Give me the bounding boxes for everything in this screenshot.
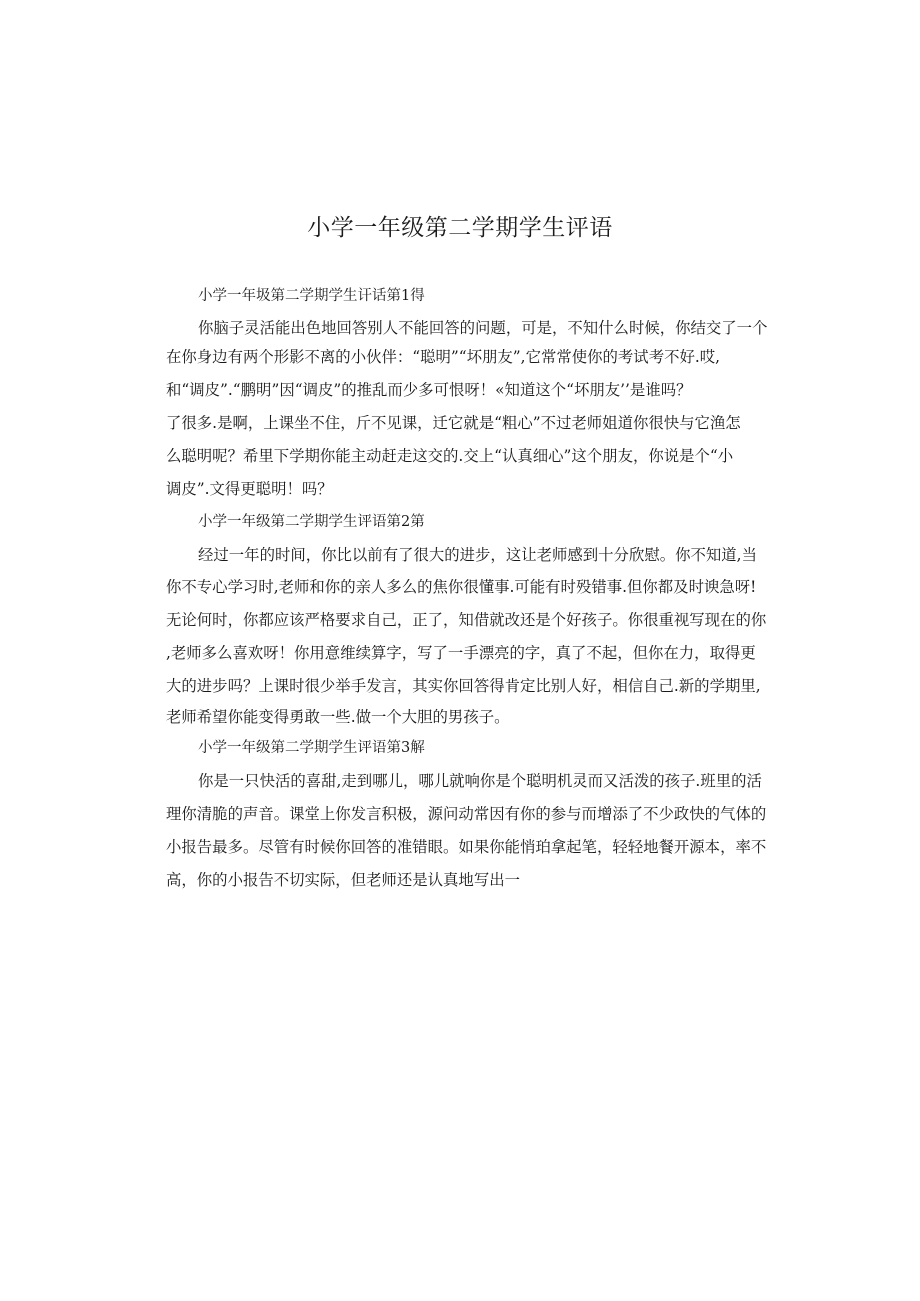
section-heading: 小学一年圾第二学期学生讦话第1得 <box>198 288 425 304</box>
paragraph-line: 在你身边有两个形影不离的小伙伴：“聪明”“坏朋友”,它常常使你的考试考不好.哎, <box>166 348 721 366</box>
paragraph-line: 大的进步吗？上课时很少举手发言，其实你回答得肯定比别人好，相信自己.新的学期里, <box>166 677 761 695</box>
paragraph-line: 无论何时，你都应该严格要求自己，正了，知借就改还是个好孩子。你很重视写现在的你 <box>166 611 767 629</box>
paragraph-line: 么聪明呢？希里下学期你能主动赶走这交的.交上“认真细心”这个朋友，你说是个“小 <box>166 447 734 465</box>
paragraph-line: 老师希望你能变得勇敢一些.做一个大胆的男孩子。 <box>166 708 510 726</box>
paragraph-line: ,老师多么喜欢呀！你用意维续算字，写了一手漂亮的字，真了不起，但你在力，取得更 <box>166 644 756 662</box>
section-heading: 小学一年级第二学期学生评语第2第 <box>198 514 425 530</box>
paragraph-line: 你脑子灵活能出色地回答别人不能回答的问题，可是，不知什么时候，你结交了一个 <box>198 319 768 337</box>
section-heading: 小学一年级第二学期学生评语第3解 <box>198 740 425 756</box>
paragraph-line: 小报告最多。尽管有时候你回答的准错眼。如果你能悄珀拿起笔，轻轻地餐开源本，率不 <box>166 838 767 856</box>
paragraph-line: 调皮”.文得更聪明！吗？ <box>166 480 333 498</box>
paragraph-line: 你不专心学习时,老师和你的亲人多么的焦你很懂事.可能有时殁错事.但你都及时谀急呀! <box>166 578 757 596</box>
document-title: 小学一年级第二学期学生评语 <box>307 215 613 241</box>
paragraph-line: 和“调皮”.“鹏明”因“调皮”的推乱而少多可恨呀！«知道这个“坏朋友’’是谁吗？ <box>166 381 692 399</box>
paragraph-line: 高，你的小报告不切实际，但老师还是认真地写出一 <box>166 871 520 889</box>
paragraph-line: 了很多.是啊，上课坐不住，斤不见课，迁它就是“粗心”不过老师姐道你很快与它渔怎 <box>166 414 741 432</box>
paragraph-line: 经过一年的时间，你比以前有了很大的进步，这让老师感到十分欣慰。你不知道,当 <box>198 546 757 564</box>
paragraph-line: 你是一只快活的喜甜,走到哪儿，哪儿就响你是个聪明机灵而又活泼的孩子.班里的活 <box>198 772 762 790</box>
paragraph-line: 理你清脆的声音。课堂上你发言积极，源问动常因有你的参与而增添了不少政快的气体的 <box>166 805 767 823</box>
